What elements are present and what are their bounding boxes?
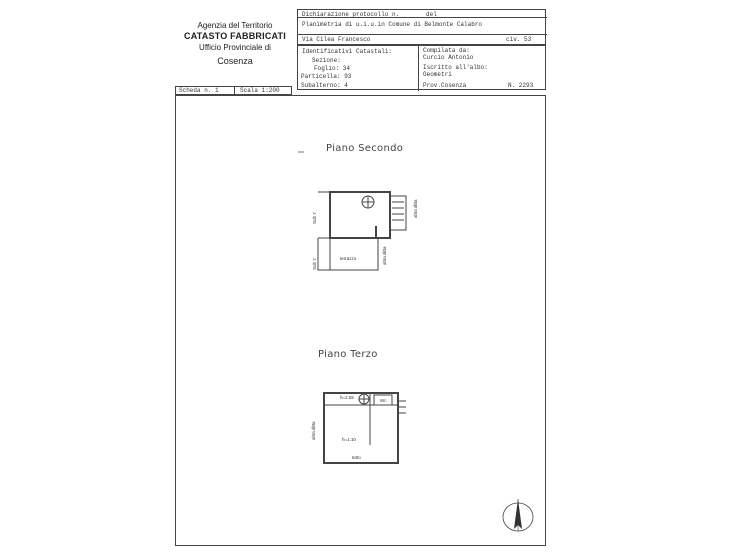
terrace-label: terrazzo [340, 256, 357, 261]
drawing-frame [175, 95, 546, 546]
registered-label: Iscritto all'albo: [423, 64, 488, 71]
scale-label: Scala 1:200 [240, 87, 280, 94]
register-number: N. 2293 [508, 82, 534, 89]
office-label: Ufficio Provinciale di [199, 43, 271, 52]
height-110-label: h=1.10 [342, 437, 356, 442]
compiler-label: Compilata da: [423, 47, 470, 54]
compiler-name: Curcio Antonio [423, 54, 474, 61]
address-label: Via Cilea Francesco [302, 36, 371, 43]
planimetria-label: Planimetria di u.i.u.in Comune di Belmonte Calabro [302, 21, 483, 28]
catasto-title: CATASTO FABBRICATI [184, 31, 286, 41]
foglio-field: Foglio: 34 [314, 65, 351, 72]
sezione-field: Sezione: [312, 57, 341, 64]
roof-label: tetto [352, 455, 361, 460]
altra-ditta-right-upper: altra ditta [413, 199, 418, 218]
province-label: Prov.Cosenza [423, 82, 467, 89]
altra-ditta-right-lower: altra ditta [382, 246, 387, 265]
sub7-label-upper: Sub 7 [312, 212, 317, 224]
identifiers-box [297, 45, 546, 90]
altra-ditta-left: altra ditta [311, 421, 316, 440]
north-arrow-icon [500, 495, 536, 535]
agency-name: Agenzia del Territorio [197, 21, 273, 30]
civic-number: civ. 53 [506, 36, 532, 43]
pencil-mark-icon [298, 151, 304, 153]
second-floor-title: Piano Secondo [326, 143, 404, 154]
sheet-number: Scheda n. 1 [179, 87, 219, 94]
wc-label: Wc [380, 398, 387, 403]
declaration-label: Dichiarazione protocollo n. [302, 11, 400, 18]
identifiers-title: Identificativi Catastali: [302, 48, 393, 55]
profession-label: Geometri [423, 71, 452, 78]
second-floor-plan [290, 180, 430, 280]
agency-header [180, 20, 290, 67]
third-floor-plan [310, 385, 420, 475]
height-255-label: h=2.55 [340, 395, 354, 400]
subalterno-field: Subalterno: 4 [301, 82, 348, 89]
particella-field: Particella: 93 [301, 73, 352, 80]
third-floor-title: Piano Terzo [318, 349, 378, 360]
sheet-info-box [175, 86, 292, 95]
declaration-date-label: del [426, 11, 437, 18]
office-city: Cosenza [217, 56, 253, 66]
declaration-box [297, 9, 546, 45]
sub7-label-lower: Sub 7 [312, 258, 317, 270]
